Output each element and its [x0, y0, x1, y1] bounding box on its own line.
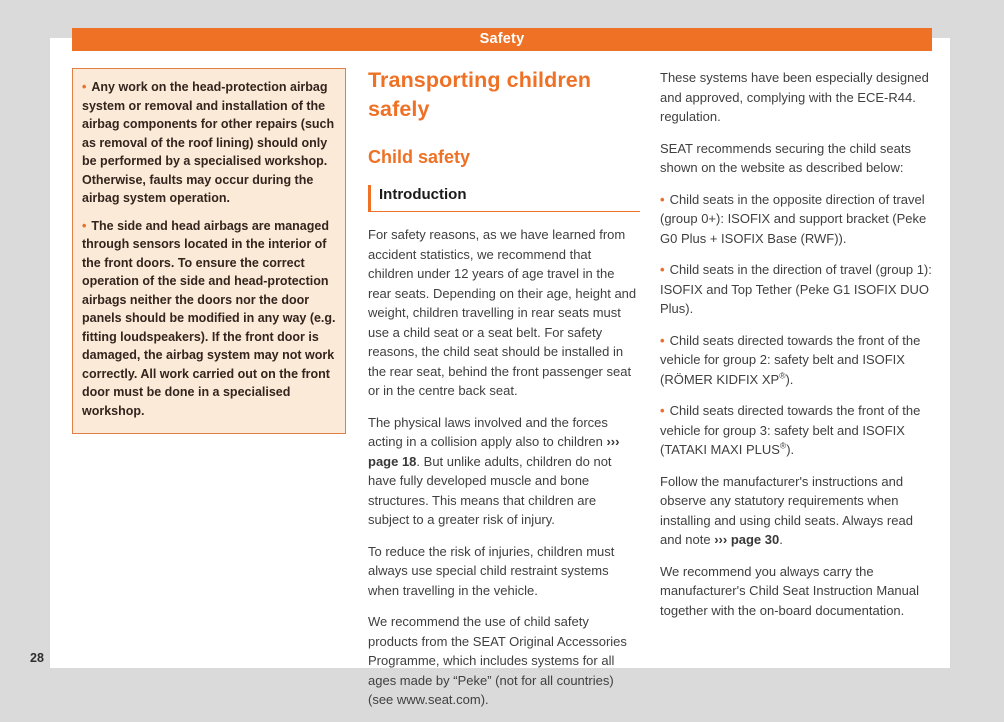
paragraph [368, 542, 640, 601]
bullet-text: Child seats in the opposite direction of travel (group 0+): ISOFIX and support bracket (Peke G0 Plus + ISOFIX Base (RWF)). [660, 191, 927, 246]
bullet-text: Child seats in the direction of travel (group 1): ISOFIX and Top Tether (Peke G1 ISOFIX DUO Plus). [660, 262, 932, 316]
paragraph-text: . [779, 532, 783, 547]
paragraph [368, 612, 640, 710]
paragraph-text: Follow the manufacturer's instructions and observe any statutory requirements when installing and using child seats. Always read and note [660, 473, 913, 547]
paragraph-text: The physical laws involved and the forces acting in a collision apply also to children [368, 414, 608, 449]
paragraph [368, 413, 640, 530]
bullet-item [660, 401, 932, 460]
section-title: Child safety [368, 147, 471, 167]
warning-item [82, 78, 337, 208]
warning-box [72, 68, 346, 434]
paragraph-text: . But unlike adults, children do not have fully developed muscle and bone structures. This means that children are subject to a greater risk of injury. [368, 453, 612, 527]
bullet-item [660, 260, 932, 319]
manual-page [50, 31, 950, 707]
warning-text: Any work on the head-protection airbag system or removal and installation of the airbag components for other repairs (such as removal of the roof lining) should only be performed by a specialised workshop. Otherwise, faults may occur during the airbag system operation. [82, 80, 335, 205]
right-column [660, 68, 932, 632]
page-reference: ››› page 18 [368, 434, 620, 469]
bullet-icon: • [660, 262, 665, 277]
bullet-icon: • [660, 332, 665, 348]
middle-column [368, 66, 640, 722]
bullet-item [660, 190, 932, 249]
paragraph [368, 225, 640, 401]
paragraph-text: To reduce the risk of injuries, children must always use special child restraint systems when travelling in the vehicle. [368, 543, 615, 598]
paragraph [660, 68, 932, 127]
paragraph [660, 562, 932, 621]
registered-trademark-symbol: ® [779, 370, 786, 381]
page-title: Transporting children safely [368, 68, 592, 121]
bullet-item [660, 331, 932, 390]
bullet-text: ). [786, 442, 795, 457]
chapter-title: Safety [479, 31, 525, 47]
paragraph-text: We recommend you always carry the manufacturer's Child Seat Instruction Manual together with the on-board documentation. [660, 563, 919, 618]
page-number: 28 [30, 651, 44, 665]
warning-item [82, 217, 337, 421]
paragraph-text: For safety reasons, as we have learned from accident statistics, we recommend that children under 12 years of age travel in the rear seats. Depending on their age, height and weight, children travelling in rear seats must use a child seat or a seat belt. For safety reasons, the child seat should be installed in the rear seat, behind the front passenger seat or in the centre back seat. [368, 227, 637, 398]
subsection-title: Introduction [379, 186, 467, 203]
paragraph-text: SEAT recommends securing the child seats shown on the website as described below: [660, 140, 911, 175]
bullet-icon: • [660, 403, 665, 418]
bullet-icon: • [82, 218, 87, 233]
page-reference: ››› page 30 [714, 532, 780, 547]
warning-text: The side and head airbags are managed through sensors located in the interior of the front doors. To ensure the correct operation of the side and head-protection airbags neither the doors nor the door panels should be modified in any way (e.g. fitting loudspeakers). If the front door is damaged, the airbag system may not work correctly. All work carried out on the front door must be done in a specialised workshop. [82, 218, 336, 418]
paragraph-text: These systems have been especially designed and approved, complying with the ECE-R44. regulation. [660, 70, 929, 124]
paragraph [660, 472, 932, 550]
registered-trademark-symbol: ® [779, 440, 787, 451]
left-column [72, 68, 346, 434]
bullet-icon: • [82, 80, 87, 94]
chapter-banner [72, 28, 932, 51]
paragraph [660, 139, 932, 178]
bullet-icon: • [660, 191, 665, 207]
bullet-text: Child seats directed towards the front of the vehicle for group 3: safety belt and ISOFIX (TATAKI MAXI PLUS [660, 403, 921, 457]
subsection-heading [368, 185, 640, 212]
paragraph-text: We recommend the use of child safety products from the SEAT Original Accessories Programme, which includes systems for all ages made by “Peke” (not for all countries) (see www.seat.com). [368, 614, 627, 707]
bullet-text: ). [785, 371, 794, 387]
bullet-text: Child seats directed towards the front of the vehicle for group 2: safety belt and ISOFIX (RÖMER KIDFIX XP [660, 332, 921, 387]
